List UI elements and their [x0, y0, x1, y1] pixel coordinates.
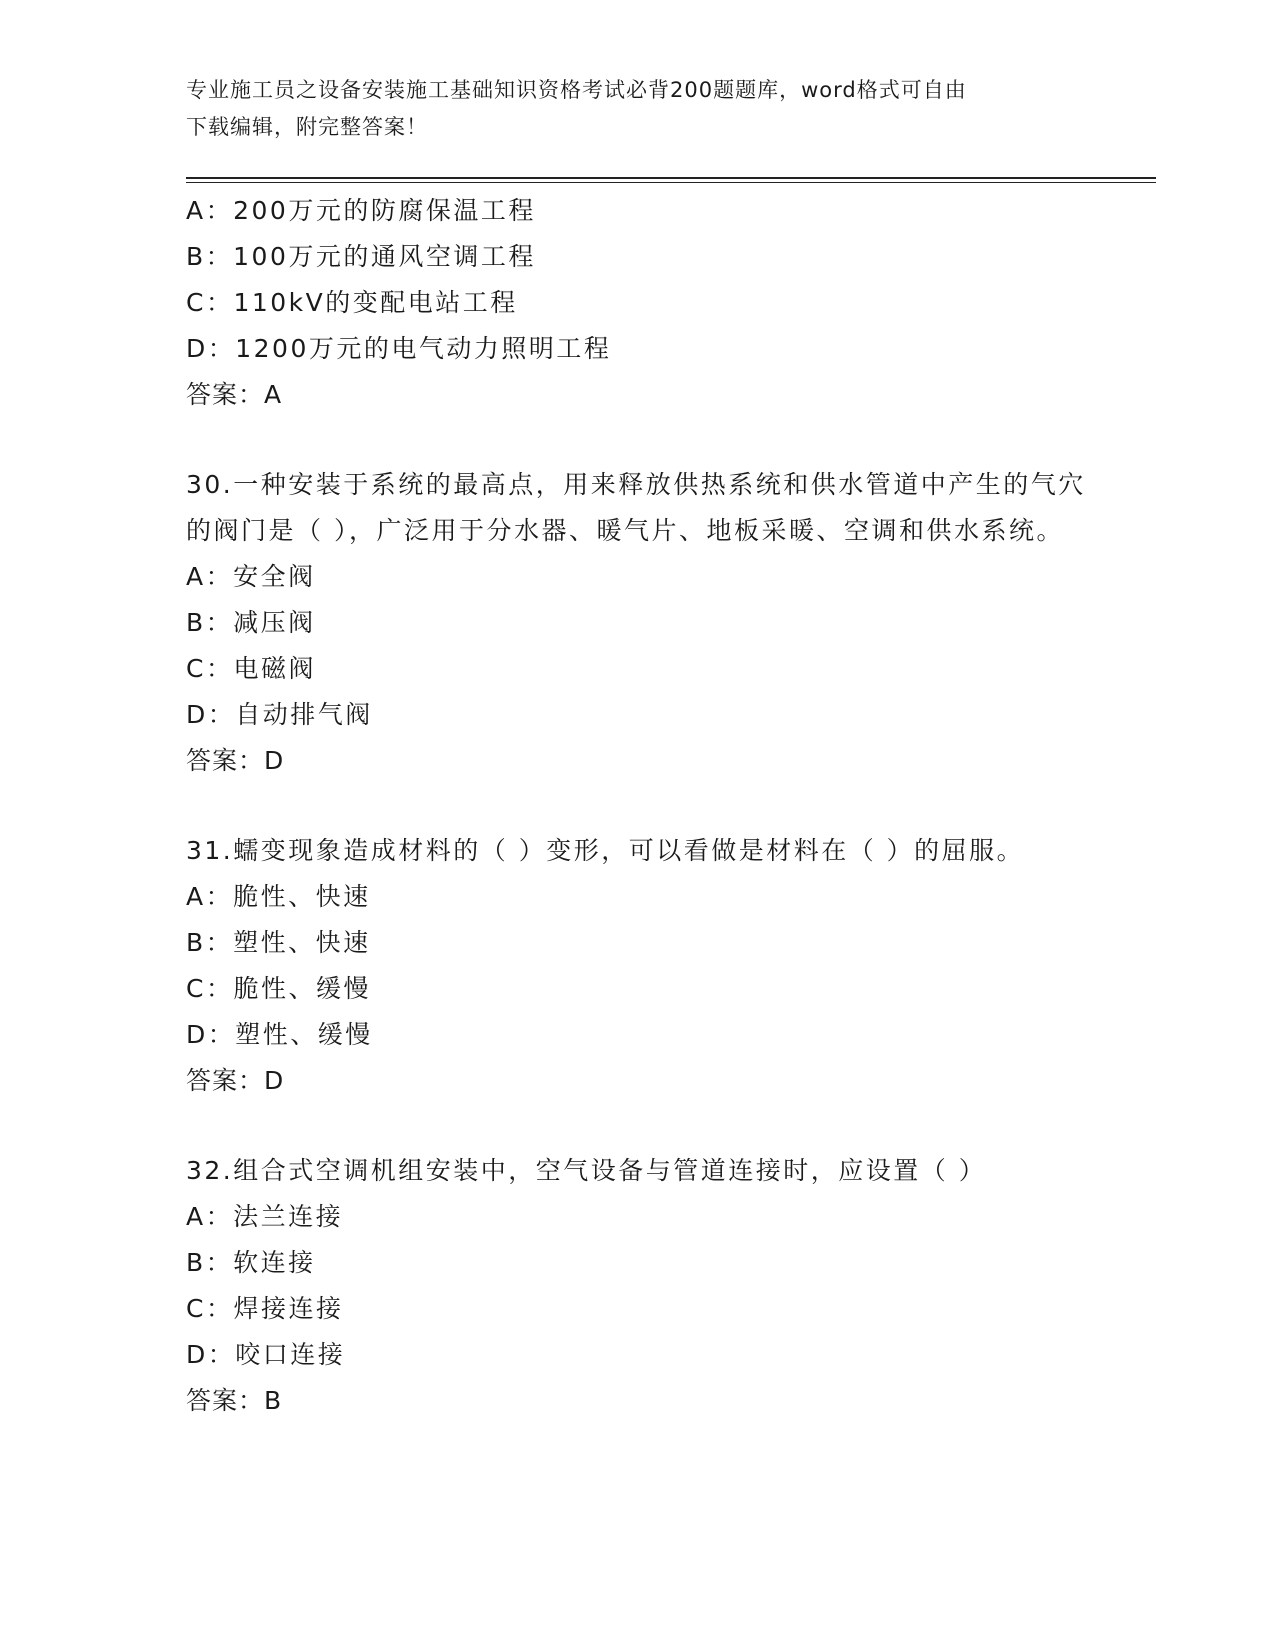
answer-label: 答案：: [186, 1066, 265, 1095]
option-b: B：100万元的通风空调工程: [186, 242, 536, 271]
option-c: C：110kV的变配电站工程: [186, 288, 518, 317]
answer-value: D: [264, 1066, 286, 1095]
answer-label: 答案：: [186, 746, 265, 775]
answer-value: D: [264, 746, 286, 775]
header-divider-thin: [186, 182, 1156, 183]
answer-label: 答案：: [186, 1386, 265, 1415]
answer-line: [186, 372, 1086, 418]
option-d: D：1200万元的电气动力照明工程: [186, 334, 612, 363]
question-text: 30.一种安装于系统的最高点，用来释放供热系统和供水管道中产生的气穴的阀门是（ ），广泛用于分水器、暖气片、地板采暖、空调和供水系统。: [186, 470, 1086, 545]
option-d: D：咬口连接: [186, 1340, 346, 1369]
question-text: 32.组合式空调机组安装中，空气设备与管道连接时，应设置（ ）: [186, 1156, 987, 1185]
question-text: 31.蠕变现象造成材料的（ ）变形，可以看做是材料在（ ）的屈服。: [186, 836, 1025, 865]
option-b: B：塑性、快速: [186, 928, 371, 957]
option-b: B：软连接: [186, 1248, 316, 1277]
question-block-32: [186, 1148, 1086, 1424]
spacer: [186, 1104, 1086, 1148]
option-d: D：自动排气阀: [186, 700, 373, 729]
option-b: B：减压阀: [186, 608, 316, 637]
option-a: A：法兰连接: [186, 1202, 344, 1231]
option-a: A：安全阀: [186, 562, 316, 591]
option-a: A：脆性、快速: [186, 882, 371, 911]
option-d: D：塑性、缓慢: [186, 1020, 373, 1049]
spacer: [186, 784, 1086, 828]
header-line-1: 专业施工员之设备安装施工基础知识资格考试必背200题题库，word格式可自由: [186, 78, 967, 102]
option-a: A：200万元的防腐保温工程: [186, 196, 536, 225]
header-line-2: 下载编辑，附完整答案！: [186, 115, 428, 139]
option-c: C：脆性、缓慢: [186, 974, 371, 1003]
option-c: C：电磁阀: [186, 654, 316, 683]
question-block-29: [186, 188, 1086, 418]
option-c: C：焊接连接: [186, 1294, 344, 1323]
document-header: [186, 72, 1086, 146]
answer-value: A: [264, 380, 284, 409]
question-block-31: [186, 828, 1086, 1104]
answer-line: [186, 1378, 1086, 1424]
answer-line: [186, 738, 1086, 784]
answer-value: B: [264, 1386, 284, 1415]
question-block-30: [186, 462, 1086, 784]
question-list: [186, 188, 1086, 1424]
header-divider-thick: [186, 177, 1156, 179]
answer-line: [186, 1058, 1086, 1104]
spacer: [186, 418, 1086, 462]
answer-label: 答案：: [186, 380, 265, 409]
